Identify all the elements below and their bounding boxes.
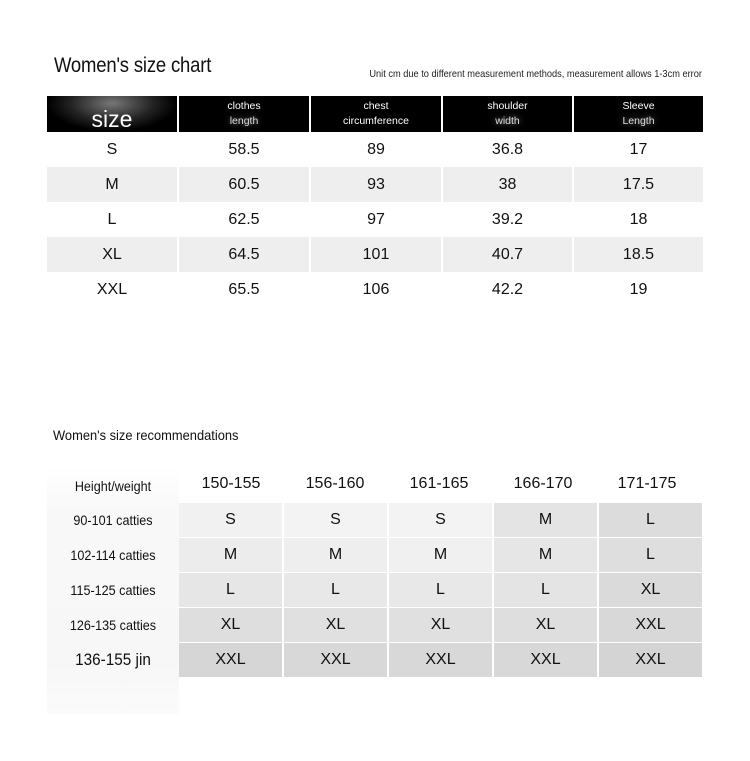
recommendations-title: Women's size recommendations bbox=[53, 427, 239, 443]
header-line1: Sleeve bbox=[622, 100, 655, 112]
size-cell: M bbox=[47, 167, 177, 202]
sleeve-cell: 17 bbox=[629, 140, 648, 158]
header-size-label: size bbox=[91, 106, 133, 132]
shoulder-cell: 40.7 bbox=[443, 237, 572, 272]
size-cell: M bbox=[284, 538, 387, 572]
chest-cell: 93 bbox=[311, 167, 441, 202]
weight-label: 126-135 catties bbox=[69, 617, 157, 633]
header-line2: circumference bbox=[343, 115, 409, 127]
size-cell: L bbox=[599, 538, 702, 572]
height-150-155: 150-155 bbox=[201, 475, 261, 492]
header-chest bbox=[311, 96, 441, 132]
size-cell: S bbox=[106, 140, 118, 158]
size-cell: XXL bbox=[284, 643, 387, 677]
size-cell: S bbox=[389, 503, 492, 537]
size-cell: M bbox=[494, 503, 597, 537]
recommendation-row bbox=[47, 608, 702, 642]
size-chart-table bbox=[47, 96, 703, 307]
size-cell: XL bbox=[47, 237, 177, 272]
table-row bbox=[47, 167, 703, 202]
size-chart-title: Women's size chart bbox=[54, 54, 212, 77]
length-cell: 65.5 bbox=[228, 280, 260, 298]
size-cell: L bbox=[179, 573, 282, 607]
measurement-note: Unit cm due to different measurement methods, measurement allows 1-3cm error bbox=[369, 68, 702, 80]
recommendations-header bbox=[47, 466, 699, 502]
table-row bbox=[47, 237, 703, 272]
size-cell: M bbox=[389, 538, 492, 572]
size-cell: XXL bbox=[599, 608, 702, 642]
size-cell: XL bbox=[284, 608, 387, 642]
recommendation-row bbox=[47, 503, 702, 537]
weight-label: 115-125 catties bbox=[70, 582, 156, 598]
size-cell: L bbox=[107, 210, 117, 228]
corner-label: Height/weight bbox=[74, 478, 152, 494]
size-cell: XL bbox=[389, 608, 492, 642]
height-166-170: 166-170 bbox=[513, 475, 573, 492]
weight-label: 90-101 catties bbox=[73, 512, 153, 528]
sleeve-cell: 17.5 bbox=[574, 167, 703, 202]
height-156-160: 156-160 bbox=[305, 475, 365, 492]
size-cell: XXL bbox=[179, 643, 282, 677]
length-cell: 64.5 bbox=[179, 237, 309, 272]
recommendation-row bbox=[47, 573, 702, 607]
header-sleeve bbox=[574, 96, 703, 132]
size-cell: M bbox=[494, 538, 597, 572]
size-cell: XXL bbox=[389, 643, 492, 677]
shoulder-cell: 36.8 bbox=[491, 140, 524, 158]
table-row bbox=[47, 272, 703, 307]
shoulder-cell: 39.2 bbox=[491, 210, 524, 228]
size-cell: XXL bbox=[494, 643, 597, 677]
header-size bbox=[47, 96, 177, 132]
header-line2: Length bbox=[622, 115, 655, 127]
chest-cell: 101 bbox=[311, 237, 441, 272]
size-cell: M bbox=[179, 538, 282, 572]
length-cell: 60.5 bbox=[179, 167, 309, 202]
chest-cell: 97 bbox=[367, 210, 385, 228]
size-cell: XXL bbox=[599, 643, 702, 677]
size-cell: XL bbox=[494, 608, 597, 642]
size-cell: XXL bbox=[96, 280, 128, 298]
length-cell: 58.5 bbox=[228, 140, 260, 158]
header-clothes-length bbox=[179, 96, 309, 132]
size-cell: S bbox=[179, 503, 282, 537]
weight-label: 136-155 jin bbox=[75, 650, 151, 669]
height-161-165: 161-165 bbox=[409, 475, 469, 492]
size-cell: S bbox=[284, 503, 387, 537]
header-line1: chest bbox=[363, 100, 389, 112]
size-cell: L bbox=[599, 503, 702, 537]
recommendation-row bbox=[47, 538, 702, 572]
header-line2: length bbox=[229, 115, 259, 127]
header-line1: shoulder bbox=[487, 100, 528, 112]
table-row bbox=[47, 202, 703, 237]
shoulder-cell: 38 bbox=[443, 167, 572, 202]
chest-cell: 89 bbox=[367, 140, 385, 158]
sleeve-cell: 18 bbox=[629, 210, 648, 228]
chest-cell: 106 bbox=[362, 280, 390, 298]
size-cell: L bbox=[494, 573, 597, 607]
header-shoulder bbox=[443, 96, 572, 132]
size-cell: L bbox=[389, 573, 492, 607]
sleeve-cell: 19 bbox=[629, 280, 648, 298]
table-row bbox=[47, 132, 703, 167]
size-cell: L bbox=[284, 573, 387, 607]
size-chart-header bbox=[47, 96, 703, 132]
length-cell: 62.5 bbox=[228, 210, 260, 228]
size-cell: XL bbox=[179, 608, 282, 642]
size-cell: XL bbox=[599, 573, 702, 607]
height-171-175: 171-175 bbox=[617, 475, 677, 492]
header-line2: width bbox=[495, 115, 520, 127]
header-line1: clothes bbox=[227, 100, 261, 112]
sleeve-cell: 18.5 bbox=[574, 237, 703, 272]
recommendation-row bbox=[47, 643, 702, 677]
shoulder-cell: 42.2 bbox=[491, 280, 524, 298]
weight-label: 102-114 catties bbox=[70, 547, 156, 563]
